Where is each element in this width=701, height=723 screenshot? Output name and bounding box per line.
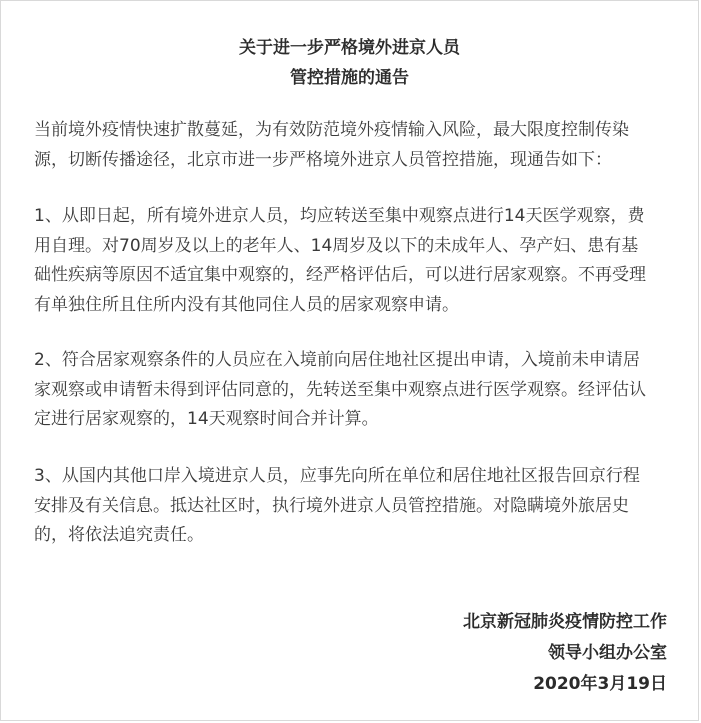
item-2-line: 家观察或申请暂未得到评估同意的，先转送至集中观察点进行医学观察。经评估认 <box>34 379 646 400</box>
item-2-line: 2、符合居家观察条件的人员应在入境前向居住地社区提出申请，入境前未申请居 <box>34 350 640 370</box>
item-1-line: 有单独住所且住所内没有其他同住人员的居家观察申请。 <box>34 294 459 315</box>
item-3-line: 安排及有关信息。抵达社区时，执行境外进京人员管控措施。对隐瞒境外旅居史 <box>34 495 629 516</box>
item-1-line: 础性疾病等原因不适宜集中观察的，经严格评估后，可以进行居家观察。不再受理 <box>34 265 646 285</box>
notice-title <box>1 33 698 93</box>
item-1-line: 用自理。对70周岁及以上的老年人、14周岁及以下的未成年人、孕产妇、患有基 <box>34 235 639 256</box>
signature-date: 2020年3月19日 <box>533 674 667 694</box>
signature-block <box>463 607 667 700</box>
item-3-line: 的，将依法追究责任。 <box>34 525 204 545</box>
intro-line: 当前境外疫情快速扩散蔓延，为有效防范境外疫情输入风险，最大限度控制传染 <box>34 120 629 140</box>
item-1-paragraph <box>34 202 674 320</box>
item-3-line: 3、从国内其他口岸入境进京人员，应事先向所在单位和居住地社区报告回京行程 <box>34 466 640 486</box>
title-line-2: 管控措施的通告 <box>290 68 409 88</box>
item-2-paragraph <box>34 346 674 435</box>
signature-org-line-1: 北京新冠肺炎疫情防控工作 <box>463 612 667 632</box>
signature-org-line-2: 领导小组办公室 <box>548 643 667 663</box>
title-line-1: 关于进一步严格境外进京人员 <box>239 38 460 58</box>
intro-paragraph <box>34 116 674 175</box>
item-1-line: 1、从即日起，所有境外进京人员，均应转送至集中观察点进行14天医学观察，费 <box>34 206 645 226</box>
intro-line: 源，切断传播途径，北京市进一步严格境外进京人员管控措施，现通告如下： <box>34 149 612 170</box>
item-3-paragraph <box>34 462 674 551</box>
item-2-line: 定进行居家观察的，14天观察时间合并计算。 <box>34 409 379 429</box>
